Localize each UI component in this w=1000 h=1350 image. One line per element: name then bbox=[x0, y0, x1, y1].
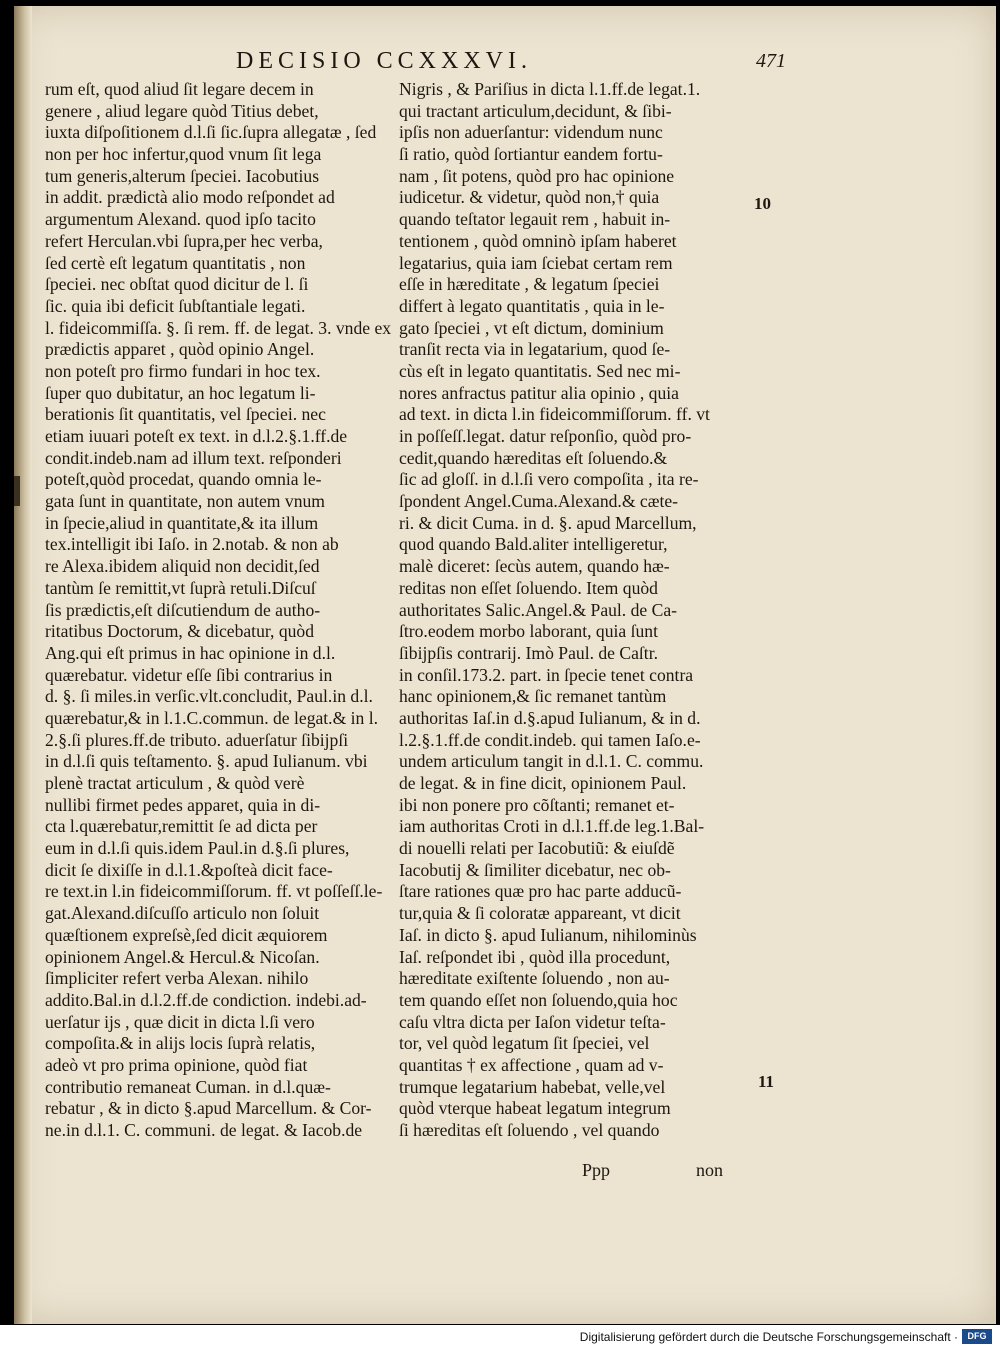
text-line: iudicetur. & videtur, quòd non,† quia bbox=[399, 187, 660, 208]
text-line: iam authoritas Croti in d.l.1.ff.de leg.1.Bal- bbox=[399, 816, 705, 837]
text-line: Iacobutij & ſimiliter dicebatur, nec ob- bbox=[399, 859, 671, 880]
text-line: hanc opinionem,& ſic remanet tantùm bbox=[399, 686, 667, 707]
text-line: malè diceret: ſecùs autem, quando hæ- bbox=[399, 556, 670, 577]
text-line: rum eſt, quod aliud ſit legare decem in bbox=[45, 79, 314, 99]
text-line: in ſpecie,aliud in quantitate,& ita illum bbox=[45, 512, 319, 533]
text-line: ſed certè eſt legatum quantitatis , non bbox=[45, 252, 306, 273]
right-text-column bbox=[399, 79, 747, 1142]
page-number: 471 bbox=[756, 50, 786, 72]
text-line: l. fideicommiſſa. §. ſi rem. ff. de legat. 3. vnde ex bbox=[45, 317, 392, 338]
text-line: di nouelli relati per Iacobutiũ: & eiuſdẽ bbox=[399, 838, 675, 859]
text-line: quantitas † ex affectione , quam ad v- bbox=[399, 1054, 664, 1075]
text-line: opinionem Angel.& Hercul.& Nicoſan. bbox=[45, 946, 320, 967]
text-line: re text.in l.in fideicommiſſorum. ff. vt poſſeſſ.le- bbox=[45, 881, 383, 902]
footer-credit: Digitalisierung gefördert durch die Deutsche Forschungsgemeinschaft · bbox=[579, 1330, 958, 1344]
text-line: dicit ſe dixiſſe in d.l.1.&poſteà dicit face- bbox=[45, 859, 333, 880]
text-line: l.2.§.1.ff.de condit.indeb. qui tamen Iaſo.e- bbox=[399, 729, 701, 750]
text-line: ad text. in dicta l.in fideicommiſſorum. ff. vt bbox=[399, 404, 710, 425]
text-line: uerſatur ijs , quæ dicit in dicta l.ſi vero bbox=[45, 1011, 315, 1032]
text-line: Iaſ. in dicto §. apud Iulianum, nihilominùs bbox=[399, 924, 697, 945]
text-line: ri. & dicit Cuma. in d. §. apud Marcellum, bbox=[399, 512, 697, 533]
page-header bbox=[236, 46, 996, 78]
running-title: DECISIO CCXXXVI. bbox=[236, 48, 532, 74]
text-line: iuxta diſpoſitionem d.l.ſi ſic.ſupra allegatæ , ſed bbox=[45, 122, 377, 143]
text-line: Ang.qui eſt primus in hac opinione in d.l. bbox=[45, 642, 336, 663]
text-line: authoritates Salic.Angel.& Paul. de Ca- bbox=[399, 599, 678, 620]
text-line: in d.l.ſi quis teſtamento. §. apud Iulianum. vbi bbox=[45, 751, 368, 772]
book-page bbox=[14, 6, 996, 1324]
text-line: poteſt,quòd procedat, quando omnia le- bbox=[45, 469, 322, 490]
text-line: undem articulum tangit in d.l.1. C. commu. bbox=[399, 751, 704, 772]
text-line: eum in d.l.ſi quis.idem Paul.in d.§.ſi plures, bbox=[45, 838, 350, 859]
text-line: trumque legatarium habebat, velle,vel bbox=[399, 1076, 666, 1097]
text-line: ſpeciei. nec obſtat quod dicitur de l. ſi bbox=[45, 274, 309, 295]
text-line: compoſita.& in alijs locis ſuprà relatis, bbox=[45, 1033, 316, 1054]
text-line: refert Herculan.vbi ſupra,per hec verba, bbox=[45, 230, 323, 251]
text-line: quærebatur. videtur eſſe ſibi contrarius in bbox=[45, 664, 333, 685]
text-line: plenè tractat articulum , & quòd verè bbox=[45, 773, 305, 793]
text-line: eſſe in hæreditate , & legatum ſpeciei bbox=[399, 274, 660, 295]
text-line: ſi ratio, quòd ſortiantur eandem fortu- bbox=[399, 144, 663, 165]
text-line: in poſſeſſ.legat. datur reſponſio, quòd pro- bbox=[399, 426, 692, 446]
text-line: ſpondent Angel.Cuma.Alexand.& cæte- bbox=[399, 491, 678, 512]
text-line: caſu vltra dicta per Iaſon videtur teſta- bbox=[399, 1011, 666, 1032]
text-line: argumentum Alexand. quod ipſo tacito bbox=[45, 209, 316, 230]
text-line: qui tractant articulum,decidunt, & ſibi- bbox=[399, 100, 672, 121]
text-line: tranſit recta via in legatarium, quod ſe- bbox=[399, 339, 671, 360]
text-line: genere , aliud legare quòd Titius debet, bbox=[45, 100, 319, 121]
text-line: ſic ad gloſſ. in d.l.ſi vero compoſita , ita re- bbox=[399, 469, 699, 490]
text-line: tem quando eſſet non ſoluendo,quia hoc bbox=[399, 989, 678, 1010]
page-fold-mark bbox=[14, 476, 20, 506]
page-edge bbox=[14, 6, 32, 1324]
text-line: de legat. & in fine dicit, opinionem Paul. bbox=[399, 773, 687, 793]
text-line: ſimpliciter refert verba Alexan. nihilo bbox=[45, 968, 309, 989]
text-line: cedit,quando hæreditas eſt ſoluendo.& bbox=[399, 447, 668, 468]
text-line: ritatibus Doctorum, & dicebatur, quòd bbox=[45, 621, 315, 642]
text-line: ſtare rationes quæ pro hac parte adducũ- bbox=[399, 881, 682, 902]
margin-note-11: 11 bbox=[758, 1072, 775, 1091]
text-line: quod quando Bald.aliter intelligeretur, bbox=[399, 534, 668, 555]
text-line: tex.intelligit ibi Iaſo. in 2.notab. & non ab bbox=[45, 534, 339, 555]
text-line: 2.§.ſi plures.ff.de tributo. aduerſatur ſibijpſi bbox=[45, 729, 349, 750]
text-line: Nigris , & Pariſius in dicta l.1.ff.de legat.1. bbox=[399, 79, 701, 99]
text-line: rebatur , & in dicto §.apud Marcellum. & Cor- bbox=[45, 1098, 372, 1119]
text-line: ibi non ponere pro cõſtanti; remanet et- bbox=[399, 794, 675, 815]
text-line: ipſis non aduerſantur: videndum nunc bbox=[399, 122, 663, 143]
text-line: cùs eſt in legato quantitatis. Sed nec mi- bbox=[399, 360, 681, 381]
text-line: quando teſtator legauit rem , habuit in- bbox=[399, 209, 671, 230]
text-line: addito.Bal.in d.l.2.ff.de condiction. indebi.ad- bbox=[45, 989, 367, 1010]
text-line: nam , ſit potens, quòd pro hac opinione bbox=[399, 165, 675, 186]
text-line: d. §. ſi miles.in verſic.vlt.concludit, Paul.in d.l. bbox=[45, 686, 373, 707]
text-line: gato ſpeciei , vt eſt dictum, dominium bbox=[399, 317, 664, 338]
text-line: contributio remaneat Cuman. in d.l.quæ- bbox=[45, 1076, 331, 1097]
text-line: in conſil.173.2. part. in ſpecie tenet contra bbox=[399, 664, 694, 685]
text-line: re Alexa.ibidem aliquid non decidit,ſed bbox=[45, 556, 320, 577]
text-line: ſtro.eodem morbo laborant, quia ſunt bbox=[399, 621, 658, 642]
text-line: differt à legato quantitatis , quia in le- bbox=[399, 295, 665, 316]
signature-mark: Ppp bbox=[582, 1160, 611, 1180]
text-line: in addit. prædictà alio modo reſpondet ad bbox=[45, 187, 335, 208]
text-line: condit.indeb.nam ad illum text. reſponderi bbox=[45, 447, 342, 468]
text-line: berationis ſit quantitatis, vel ſpeciei. nec bbox=[45, 404, 326, 425]
text-line: tor, vel quòd legatum ſit ſpeciei, vel bbox=[399, 1033, 650, 1054]
text-line: hæreditate exiſtente ſoluendo , non au- bbox=[399, 968, 670, 989]
text-line: authoritas Iaſ.in d.§.apud Iulianum, & in d. bbox=[399, 707, 701, 728]
text-line: tantùm ſe remittit,vt ſuprà retuli.Diſcuſ bbox=[45, 577, 316, 598]
text-line: tentionem , quòd omninò ipſam haberet bbox=[399, 230, 677, 251]
text-line: gata ſunt in quantitate, non autem vnum bbox=[45, 491, 325, 512]
left-text-column bbox=[45, 79, 393, 1142]
text-line: non per hoc infertur,quod vnum ſit lega bbox=[45, 144, 322, 165]
text-line: ſibijpſis contrarij. Imò Paul. de Caſtr. bbox=[399, 642, 658, 663]
text-line: ſuper quo dubitatur, an hoc legatum li- bbox=[45, 382, 316, 403]
text-line: quærebatur,& in l.1.C.commun. de legat.& in l. bbox=[45, 707, 379, 728]
text-line: reditas non eſſet ſoluendo. Item quòd bbox=[399, 577, 658, 598]
text-line: tum generis,alterum ſpeciei. Iacobutius bbox=[45, 165, 320, 186]
text-line: ſic. quia ibi deficit ſubſtantiale legati. bbox=[45, 295, 306, 316]
text-line: nullibi firmet pedes apparet, quia in di- bbox=[45, 794, 321, 815]
text-line: prædictis apparet , quòd opinio Angel. bbox=[45, 339, 315, 360]
text-line: quæſtionem expreſsè,ſed dicit æquiorem bbox=[45, 924, 328, 945]
dfg-logo-icon: DFG bbox=[962, 1329, 992, 1344]
text-line: cta l.quærebatur,remittit ſe ad dicta per bbox=[45, 816, 318, 837]
text-line: Iaſ. reſpondet ibi , quòd illa procedunt, bbox=[399, 946, 671, 967]
text-line: non poteſt pro firmo fundari in hoc tex. bbox=[45, 360, 321, 381]
text-line: quòd vterque habeat legatum integrum bbox=[399, 1098, 671, 1119]
text-line: tur,quia & ſi coloratæ appareant, vt dicit bbox=[399, 903, 681, 924]
text-line: nores anfractus patitur alia opinio , quia bbox=[399, 382, 679, 403]
margin-note-10: 10 bbox=[754, 194, 771, 213]
text-line: legatarius, quia iam ſciebat certam rem bbox=[399, 252, 673, 273]
text-line: adeò vt pro prima opinione, quòd fiat bbox=[45, 1054, 308, 1075]
text-line: ſi hæreditas eſt ſoluendo , vel quando bbox=[399, 1120, 660, 1140]
catchword: non bbox=[696, 1160, 723, 1180]
text-line: gat.Alexand.diſcuſſo articulo non ſoluit bbox=[45, 903, 320, 924]
text-line: ne.in d.l.1. C. communi. de legat. & Iacob.de bbox=[45, 1120, 363, 1140]
digitization-footer bbox=[0, 1325, 1000, 1350]
text-line: ſis prædictis,eſt diſcutiendum de autho- bbox=[45, 599, 321, 620]
text-line: etiam iuuari poteſt ex text. in d.l.2.§.1.ff.de bbox=[45, 426, 348, 446]
